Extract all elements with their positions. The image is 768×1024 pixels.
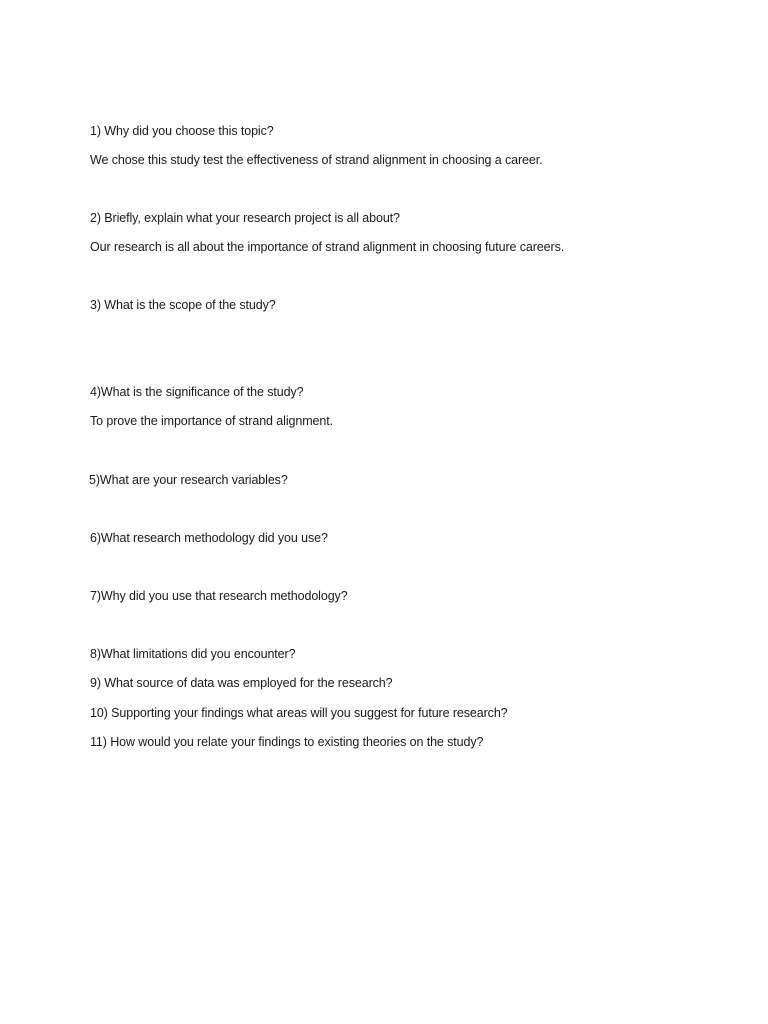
question-1: 1) Why did you choose this topic? (90, 124, 274, 138)
answer-2: Our research is all about the importance of strand alignment in choosing future careers. (90, 240, 565, 254)
question-10: 10) Supporting your findings what areas will you suggest for future research? (90, 706, 508, 720)
question-9: 9) What source of data was employed for the research? (90, 676, 393, 690)
question-5: 5)What are your research variables? (89, 473, 288, 487)
question-4: 4)What is the significance of the study? (90, 385, 304, 399)
question-11: 11) How would you relate your findings to existing theories on the study? (90, 735, 484, 749)
answer-1: We chose this study test the effectiveness of strand alignment in choosing a career. (90, 153, 543, 167)
question-2: 2) Briefly, explain what your research project is all about? (90, 211, 400, 225)
question-6: 6)What research methodology did you use? (90, 531, 328, 545)
question-8: 8)What limitations did you encounter? (90, 647, 296, 661)
question-7: 7)Why did you use that research methodology? (90, 589, 348, 603)
answer-4: To prove the importance of strand alignment. (90, 414, 333, 428)
question-3: 3) What is the scope of the study? (90, 298, 276, 312)
